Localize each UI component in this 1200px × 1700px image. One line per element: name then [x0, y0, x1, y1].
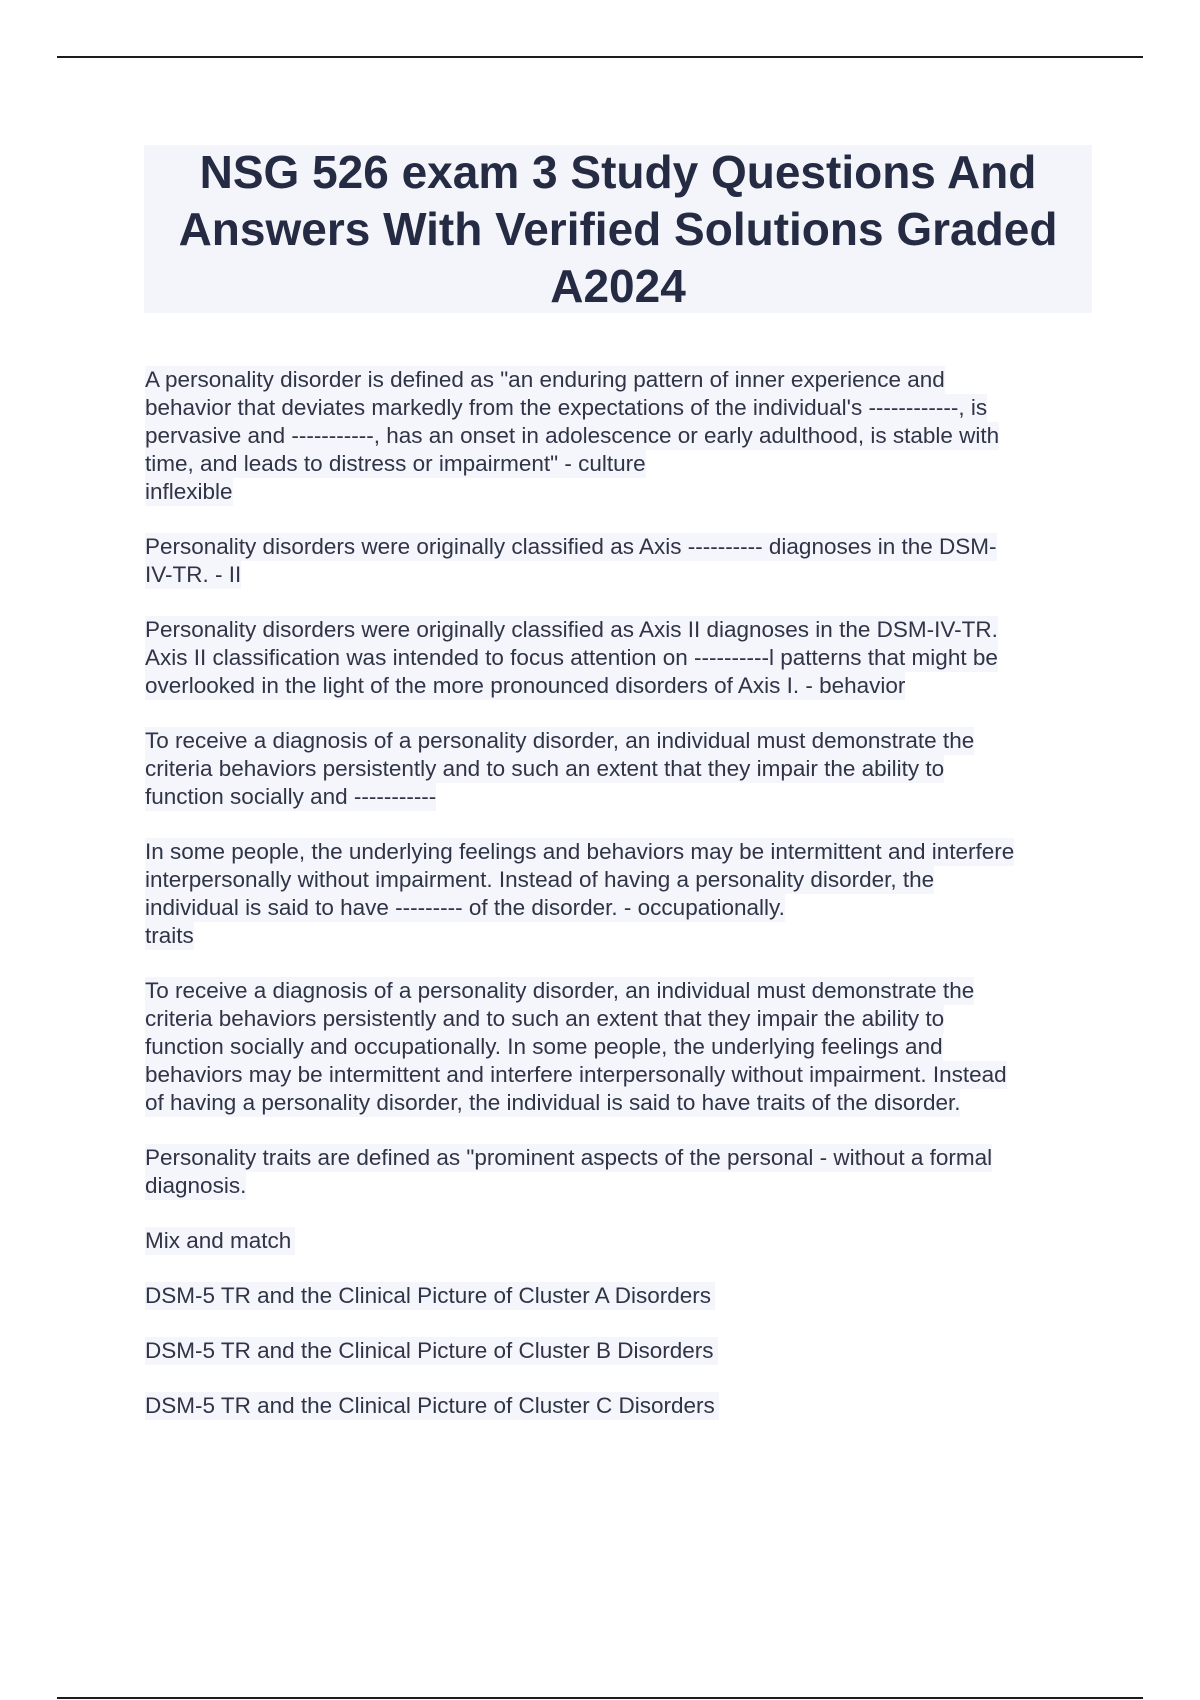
paragraph-cluster-c — [145, 1392, 1085, 1420]
paragraph-line: A personality disorder is defined as "an enduring pattern of inner experience and — [145, 367, 945, 392]
paragraph-line: In some people, the underlying feelings and behaviors may be intermittent and interfere — [145, 839, 1015, 864]
paragraph-line: Personality traits are defined as "prominent aspects of the personal - without a formal — [145, 1145, 993, 1170]
paragraph-full-answer — [145, 977, 1085, 1117]
document-title — [153, 144, 1083, 315]
document-body — [145, 366, 1085, 1447]
paragraph-cluster-a — [145, 1282, 1085, 1310]
paragraph-cluster-b — [145, 1337, 1085, 1365]
paragraph-line: pervasive and -----------, has an onset in adolescence or early adulthood, is stable with — [145, 423, 1000, 448]
paragraph-line: time, and leads to distress or impairment" - culture — [145, 451, 646, 476]
paragraph-line: Personality disorders were originally classified as Axis II diagnoses in the DSM-IV-TR. — [145, 617, 998, 642]
title-line: NSG 526 exam 3 Study Questions And — [199, 145, 1037, 198]
title-line: A2024 — [550, 259, 686, 312]
paragraph-line: criteria behaviors persistently and to such an extent that they impair the ability to — [145, 756, 945, 781]
paragraph-line: behaviors may be intermittent and interfere interpersonally without impairment. Instead — [145, 1062, 1007, 1087]
paragraph-line: To receive a diagnosis of a personality disorder, an individual must demonstrate the — [145, 978, 975, 1003]
top-rule — [57, 56, 1143, 58]
paragraph-line: To receive a diagnosis of a personality disorder, an individual must demonstrate the — [145, 728, 975, 753]
paragraph-line: DSM-5 TR and the Clinical Picture of Cluster C Disorders — [145, 1392, 719, 1420]
paragraph-line: behavior that deviates markedly from the expectations of the individual's ------------, is — [145, 395, 988, 420]
bottom-rule — [57, 1697, 1143, 1699]
paragraph-line: Mix and match — [145, 1227, 295, 1255]
paragraph-line: function socially and occupationally. In some people, the underlying feelings and — [145, 1034, 943, 1059]
paragraph-axis-ii — [145, 616, 1085, 700]
paragraph-line: traits — [145, 923, 194, 948]
paragraph-line: DSM-5 TR and the Clinical Picture of Cluster B Disorders — [145, 1337, 718, 1365]
paragraph-line: function socially and ----------- — [145, 784, 437, 809]
paragraph-line: criteria behaviors persistently and to such an extent that they impair the ability to — [145, 1006, 945, 1031]
paragraph-line: Axis II classification was intended to focus attention on ----------l patterns that might be — [145, 645, 998, 670]
paragraph-line: inflexible — [145, 479, 233, 504]
paragraph-definition — [145, 366, 1085, 506]
paragraph-line: DSM-5 TR and the Clinical Picture of Cluster A Disorders — [145, 1282, 715, 1310]
paragraph-mix-and-match — [145, 1227, 1085, 1255]
paragraph-diagnosis — [145, 727, 1085, 811]
paragraph-line: Personality disorders were originally classified as Axis ---------- diagnoses in the DSM- — [145, 534, 997, 559]
title-banner — [144, 145, 1092, 313]
paragraph-line: of having a personality disorder, the individual is said to have traits of the disorder. — [145, 1090, 961, 1115]
paragraph-personality-traits — [145, 1144, 1085, 1200]
title-line: Answers With Verified Solutions Graded — [178, 202, 1058, 255]
paragraph-line: diagnosis. — [145, 1173, 247, 1198]
paragraph-axis — [145, 533, 1085, 589]
paragraph-line: interpersonally without impairment. Instead of having a personality disorder, the — [145, 867, 935, 892]
paragraph-line: IV-TR. - II — [145, 562, 242, 587]
paragraph-line: overlooked in the light of the more pronounced disorders of Axis I. - behavior — [145, 673, 906, 698]
paragraph-traits — [145, 838, 1085, 950]
paragraph-line: individual is said to have --------- of the disorder. - occupationally. — [145, 895, 785, 920]
